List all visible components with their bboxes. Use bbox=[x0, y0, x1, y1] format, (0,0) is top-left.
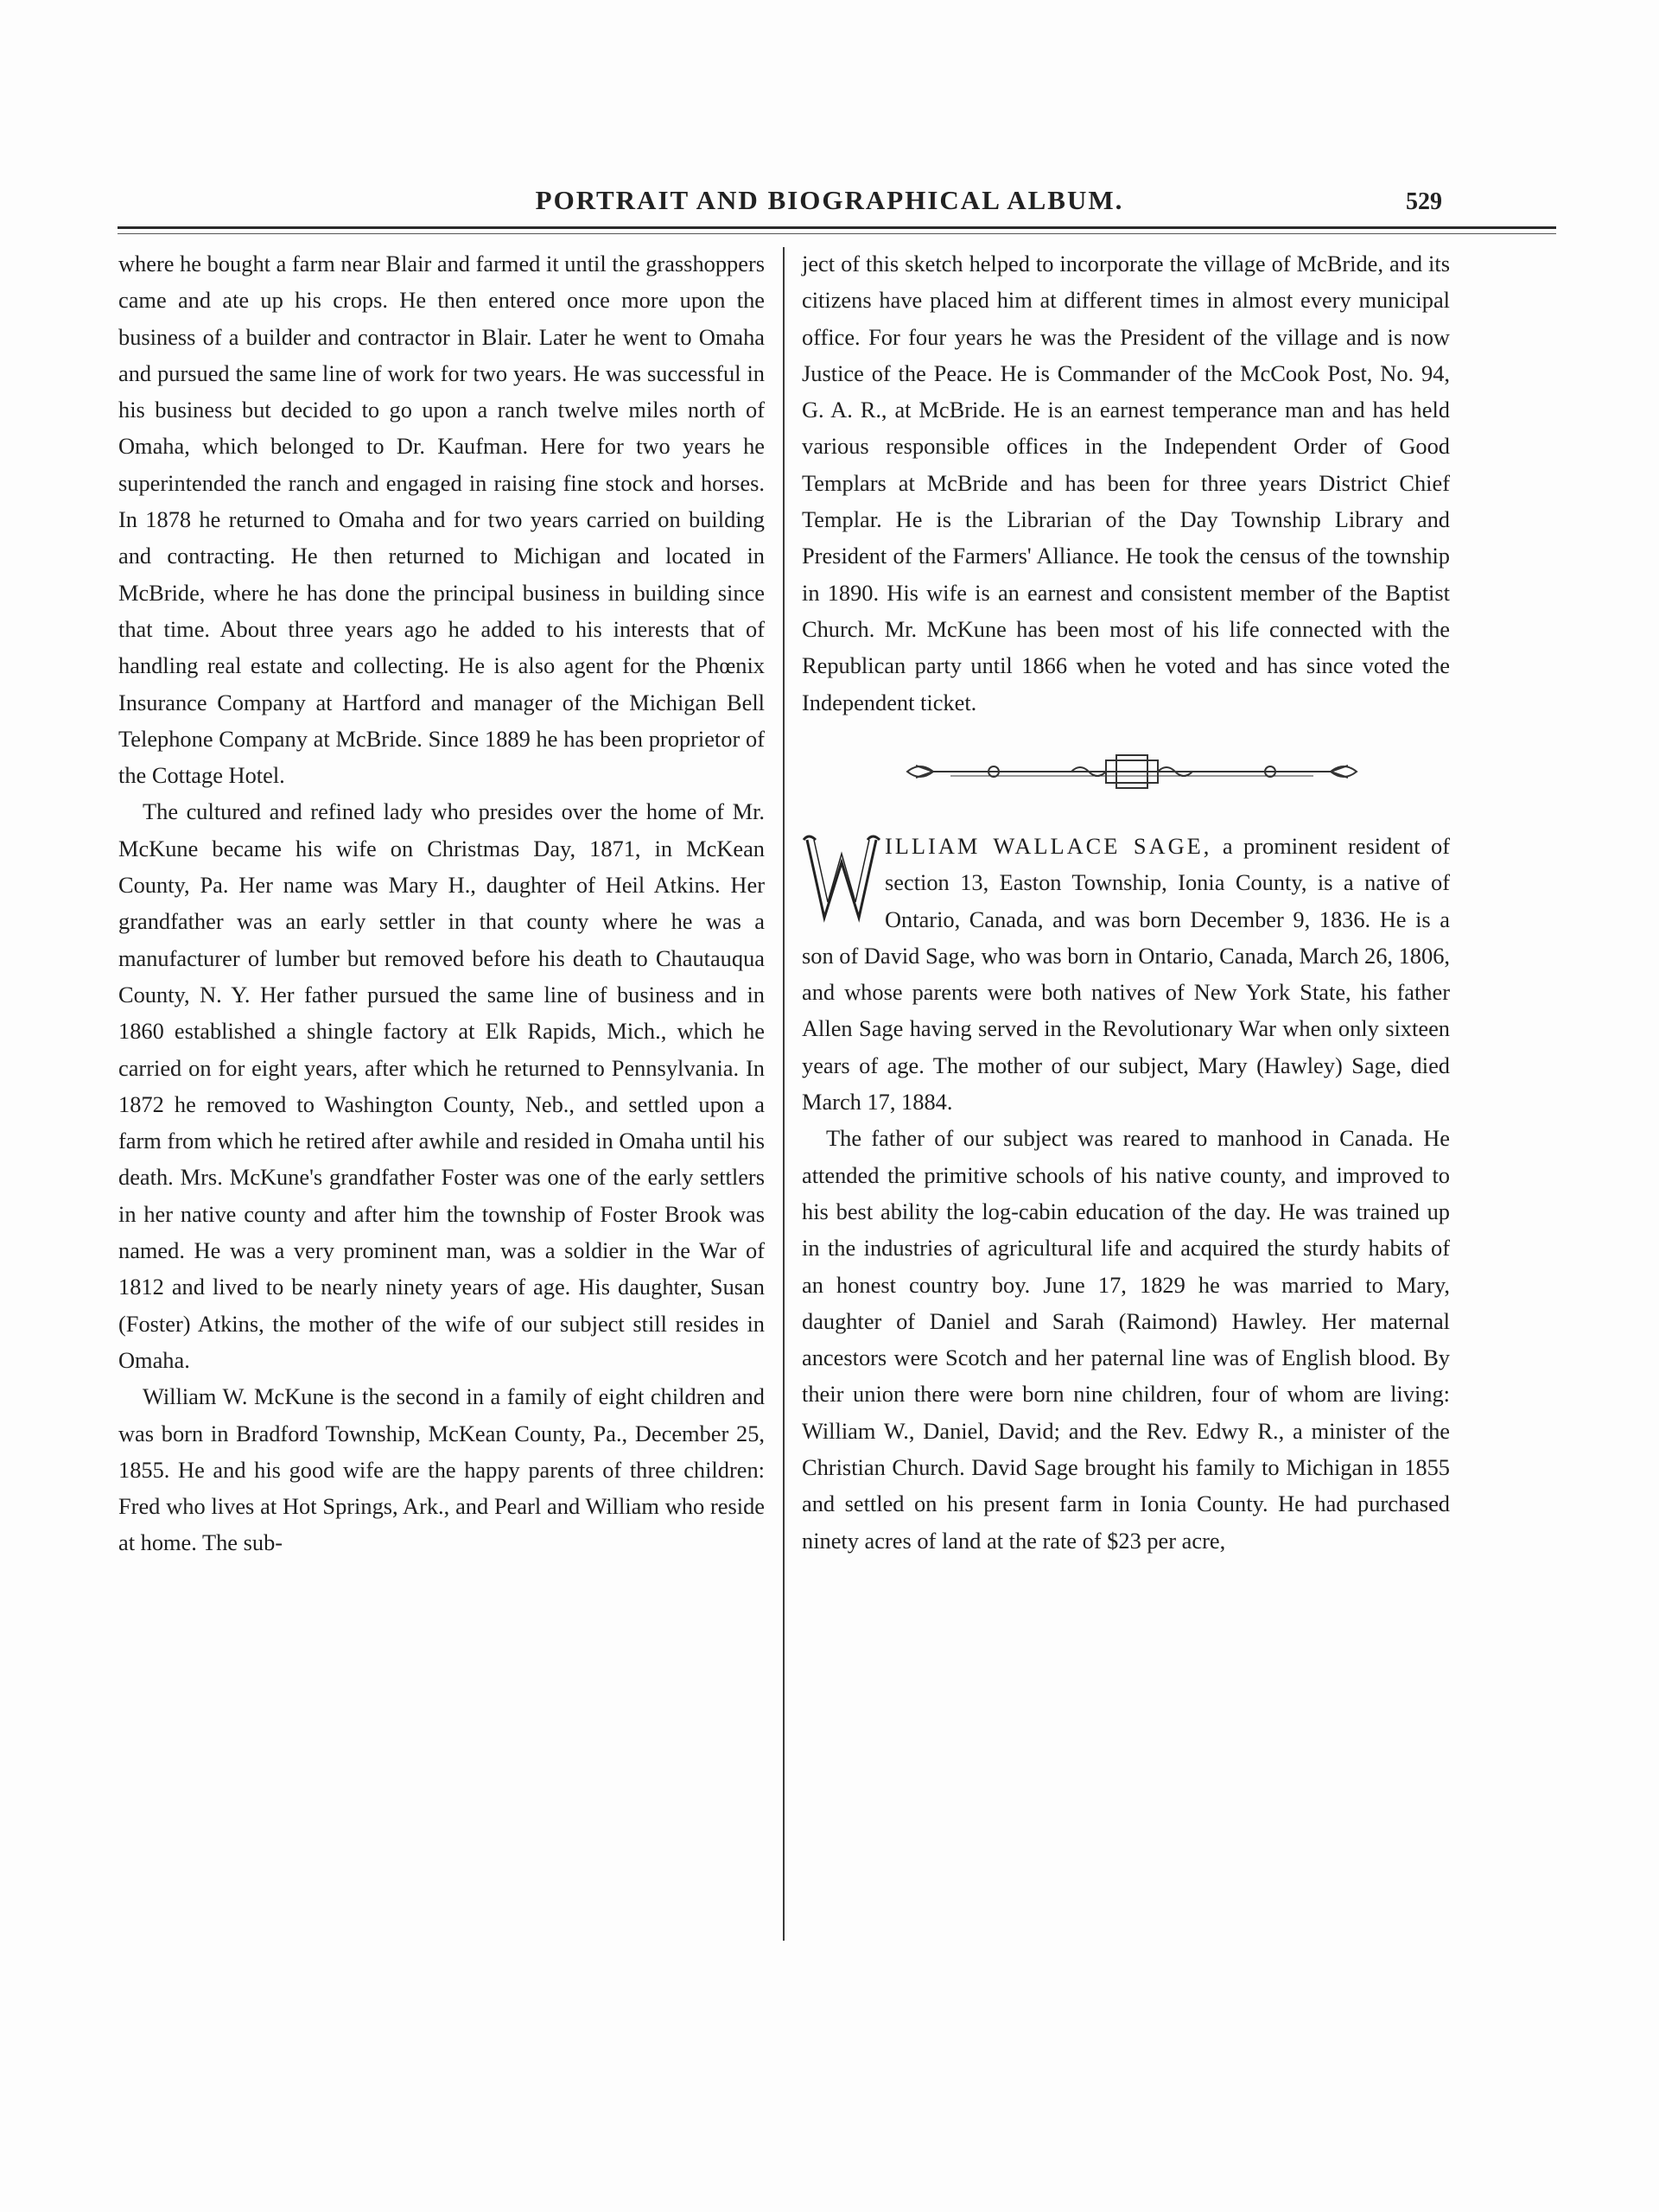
paragraph: The father of our subject was reared to manhood in Canada. He attended the primitive schools of his native county, and improved to his best ability the log-cabin education of the day. He was trained up in the industries of agricultural life and acquired the sturdy habits of an honest country boy. June 17, 1829 he was married to Mary, daughter of Daniel and Sarah (Raimond) Hawley. Her maternal ancestors were Scotch and her paternal line was of English blood. By their union there were born nine children, four of whom are living: William W., Daniel, David; and the Rev. Edwy R., a minister of the Christian Church. David Sage brought his family to Michigan in 1855 and settled on his present farm in Ionia County. He had purchased ninety acres of land at the rate of $23 per acre, bbox=[802, 1125, 1450, 1554]
header-rule bbox=[118, 226, 1556, 229]
page-number: 529 bbox=[1406, 188, 1442, 215]
column-divider bbox=[783, 247, 785, 1941]
header-rule-thin bbox=[118, 233, 1556, 234]
sage-biography bbox=[802, 828, 1450, 1559]
running-head-title: PORTRAIT AND BIOGRAPHICAL ALBUM. bbox=[535, 185, 1124, 215]
paragraph: where he bought a farm near Blair and farmed it until the grasshoppers came and ate up his crops. He then entered once more upon the business of a builder and contractor in Blair. Later he went to Omaha and pursued the same line of work for two years. He was successful in his business but decided to go upon a ranch twelve miles north of Omaha, which belonged to Dr. Kaufman. Here for two years he superintended the ranch and engaged in raising fine stock and horses. In 1878 he returned to Omaha and for two years carried on building and contracting. He then returned to Michigan and located in McBride, where he has done the principal business in building since that time. About three years ago he added to his interests that of handling real estate and collecting. He is also agent for the Phœnix Insurance Company at Hartford and manager of the Michigan Bell Telephone Company at McBride. Since 1889 he has been proprietor of the Cottage Hotel. bbox=[118, 251, 765, 789]
dropcap-w-icon bbox=[802, 831, 881, 926]
decorative-rule-ornament-icon bbox=[899, 750, 1365, 793]
sage-intro-text: a prominent resident of section 13, Easton Township, Ionia County, is a native of Ontario, Canada, and was born December 9, 1836. He is a son of David Sage, who was born in Ontario, Canada, March 26, 1806, and whose parents were both natives of New York State, his father Allen Sage having served in the Revolutionary War when only sixteen years of age. The mother of our subject, Mary (Hawley) Sage, died March 17, 1884. bbox=[802, 833, 1450, 1116]
paragraph: The cultured and refined lady who presides over the home of Mr. McKune became his wife on Christmas Day, 1871, in McKean County, Pa. Her name was Mary H., daughter of Heil Atkins. Her grandfather was an early settler in that county where he was a manufacturer of lumber but removed before his death to Chautauqua County, N. Y. Her father pursued the same line of business and in 1860 established a shingle factory at Elk Rapids, Mich., which he carried on for eight years, after which he returned to Pennsylvania. In 1872 he removed to Washington County, Neb., and settled upon a farm from which he retired after awhile and resided in Omaha until his death. Mrs. McKune's grandfather Foster was one of the early settlers in her native county and after him the township of Foster Brook was named. He was a very prominent man, was a soldier in the War of 1812 and lived to be nearly ninety years of age. His daughter, Susan (Foster) Atkins, the mother of the wife of our subject still resides in Omaha. bbox=[118, 798, 765, 1373]
paragraph: William W. McKune is the second in a family of eight children and was born in Bradford Township, McKean County, Pa., December 25, 1855. He and his good wife are the happy parents of three children: Fred who lives at Hot Springs, Ark., and Pearl and William who reside at home. The sub- bbox=[118, 1383, 765, 1556]
paragraph: ject of this sketch helped to incorporate the village of McBride, and its citizens have placed him at different times in almost every municipal office. For four years he was the President of the village and is now Justice of the Peace. He is Commander of the McCook Post, No. 94, G. A. R., at McBride. He is an earnest temperance man and has held various responsible offices in the Independent Order of Good Templars at McBride and has been for three years District Chief Templar. He is the Librarian of the Day Township Library and President of the Farmers' Alliance. He took the census of the township in 1890. His wife is an earnest and consistent member of the Baptist Church. Mr. McKune has been most of his life connected with the Republican party until 1866 when he voted and has since voted the Independent ticket. bbox=[802, 251, 1450, 715]
sage-name-lead: ILLIAM WALLACE SAGE, bbox=[885, 833, 1212, 859]
left-column bbox=[118, 245, 765, 1561]
sage-intro-paragraph bbox=[802, 828, 1450, 1120]
right-column-top bbox=[802, 245, 1450, 721]
